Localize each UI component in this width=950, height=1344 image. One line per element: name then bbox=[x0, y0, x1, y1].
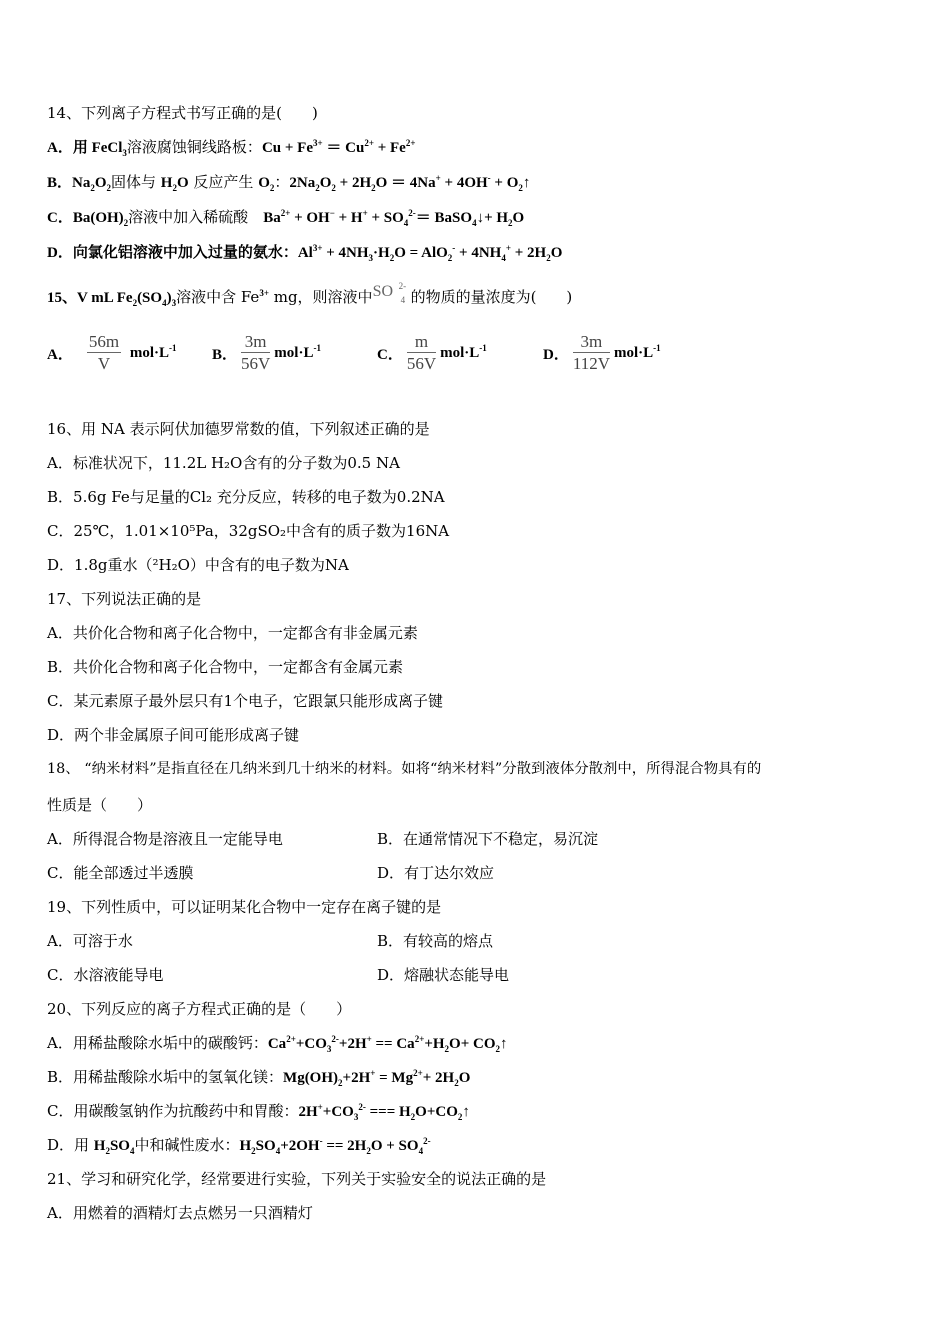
q20-option-d: D．用 $H_2SO_4$中和碱性废水：$H_2SO_4+2OH^- == 2H_2O + SO_4^{2-}$ bbox=[47, 1136, 431, 1156]
q20-stem: 20、下列反应的离子方程式正确的是（ ） bbox=[47, 1000, 352, 1018]
q18-option-c: C．能全部透过半透膜 bbox=[47, 864, 194, 882]
q19-option-c: C．水溶液能导电 bbox=[47, 966, 164, 984]
q17-option-c: C．某元素原子最外层只有1个电子，它跟氯只能形成离子键 bbox=[47, 692, 444, 710]
q20-option-c: C．用碳酸氢钠作为抗酸药中和胃酸：$2H^++CO_3^{2-}$ === $H_2O+CO_2↑$ bbox=[47, 1102, 470, 1122]
q18-option-d: D．有丁达尔效应 bbox=[377, 864, 495, 882]
q19-option-b: B．有较高的熔点 bbox=[377, 932, 494, 950]
q16-option-a: A．标准状况下，11.2L H₂O含有的分子数为0.5 NA bbox=[47, 454, 400, 472]
q18-stem-line2: 性质是（ ） bbox=[47, 796, 153, 814]
q14-option-b: B．$Na_2O_2$固体与 $H_2O$ 反应产生 $O_2$：$2Na_2O_2 + 2H_2O = 4Na^+ + 4OH^-$ + $O_2↑$ bbox=[47, 173, 531, 193]
q16-option-d: D．1.8g重水（²H₂O）中含有的电子数为NA bbox=[47, 556, 349, 574]
q21-stem: 21、学习和研究化学，经常要进行实验，下列关于实验安全的说法正确的是 bbox=[47, 1170, 547, 1188]
q20-option-a: A．用稀盐酸除水垢中的碳酸钙：$Ca^{2+}+CO_3^{2-}+2H^+ == Ca^{2+}+H_2O+$ $CO_2↑$ bbox=[47, 1034, 508, 1054]
q19-option-a: A．可溶于水 bbox=[47, 932, 133, 950]
q17-stem: 17、下列说法正确的是 bbox=[47, 590, 202, 608]
q15-stem: 15、V mL $Fe_2(SO_4)_3$溶液中含 $Fe^{3+}$ mg，则溶液中 SO 2- 4 的物质的量浓度为( ) bbox=[47, 281, 573, 308]
q14-option-a: A．用 FeCl$_3$溶液腐蚀铜线路板：$Cu + Fe^{3+} = Cu^{2+} + Fe^{2+}$ bbox=[47, 138, 416, 158]
q14-option-c: C．$Ba(OH)_2$溶液中加入稀硫酸 $Ba^{2+} + OH^- + H^+ + SO_4^{2-}=$ BaSO$_4$↓+ $H_2O$ bbox=[47, 208, 525, 228]
q18-option-b: B．在通常情况下不稳定，易沉淀 bbox=[377, 830, 599, 848]
q18-option-a: A．所得混合物是溶液且一定能导电 bbox=[47, 830, 283, 848]
q16-option-c: C．25℃，1.01×10⁵Pa，32gSO₂中含有的质子数为16NA bbox=[47, 522, 450, 540]
q15-option-a: A． $\frac{56m}{V}$ $mol\cdot L^{-1}$ bbox=[47, 332, 177, 373]
q14-option-d: D．向氯化铝溶液中加入过量的氨水：$Al^{3+} + 4NH_3\cdot H_2O = AlO_2^- + 4NH_4^+ + 2H_2O$ bbox=[47, 243, 563, 263]
q15-option-b: B． $\frac{3m}{56V}$ $mol\cdot L^{-1}$ bbox=[212, 332, 321, 373]
q20-option-b: B．用稀盐酸除水垢中的氢氧化镁：$Mg(OH)_2+2H^+ = Mg^{2+}+ 2H_2O$ bbox=[47, 1068, 471, 1088]
q21-option-a: A．用燃着的酒精灯去点燃另一只酒精灯 bbox=[47, 1204, 313, 1222]
q17-option-a: A．共价化合物和离子化合物中，一定都含有非金属元素 bbox=[47, 624, 418, 642]
q16-option-b: B．5.6g Fe与足量的Cl₂ 充分反应，转移的电子数为0.2NA bbox=[47, 488, 445, 506]
q16-stem: 16、用 NA 表示阿伏加德罗常数的值，下列叙述正确的是 bbox=[47, 420, 430, 438]
q19-option-d: D．熔融状态能导电 bbox=[377, 966, 510, 984]
q17-option-d: D．两个非金属原子间可能形成离子键 bbox=[47, 726, 300, 744]
q15-option-d: D． $\frac{3m}{112V}$ $mol\cdot L^{-1}$ bbox=[543, 332, 661, 373]
q17-option-b: B．共价化合物和离子化合物中，一定都含有金属元素 bbox=[47, 658, 404, 676]
q19-stem: 19、下列性质中，可以证明某化合物中一定存在离子键的是 bbox=[47, 898, 442, 916]
q15-option-c: C． $\frac{m}{56V}$ $mol\cdot L^{-1}$ bbox=[377, 332, 487, 373]
q18-stem-line1: 18、 “纳米材料”是指直径在几纳米到几十纳米的材料。如将“纳米材料”分散到液体分散剂中，所得混合物具有的 bbox=[47, 761, 762, 777]
q14-stem: 14、下列离子方程式书写正确的是( ) bbox=[47, 104, 318, 122]
sulfate-ion-formula: SO 2- 4 bbox=[372, 281, 407, 305]
